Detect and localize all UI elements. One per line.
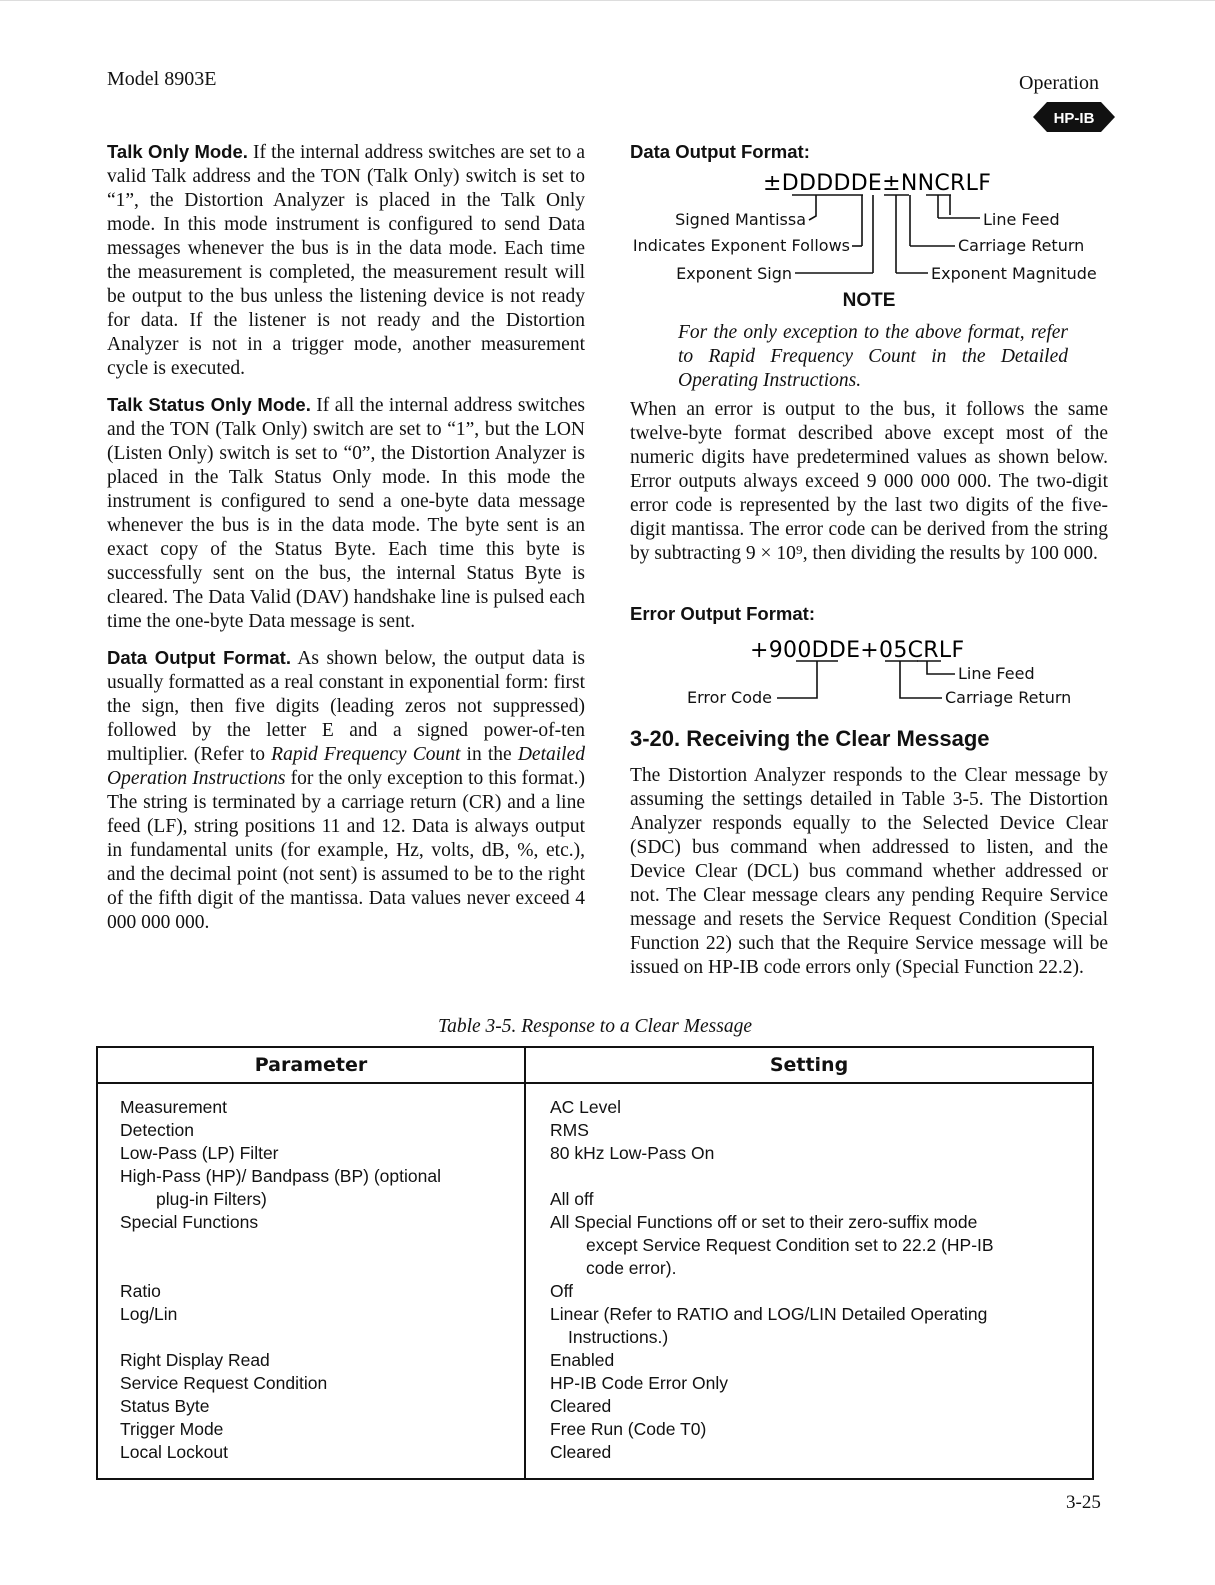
error-format-label: Error Output Format: [630,603,815,624]
data-output-text-b: in the [460,744,518,765]
note-body: For the only exception to the above format, refer to Rapid Frequency Count in the Detailed Operating Instructions. [678,322,1068,391]
data-output-paragraph [107,646,585,935]
table-body-row [97,1083,1093,1479]
table-cell [120,1234,524,1257]
data-output-text-a: As shown below, the output data is usually formatted as a real constant in exponential form: first the sign, then five digits (leading zeros not suppressed) followed by the letter E and a signed power-of-ten multiplier. (Refer to [107,648,585,765]
table-cell: All off [550,1189,594,1209]
table-cell: HP-IB Code Error Only [550,1373,728,1393]
table-caption: Table 3-5. Response to a Clear Message [438,1016,752,1037]
signed-mantissa-label: Signed Mantissa [675,210,806,229]
table-cell [550,1165,1092,1188]
page-number: 3-25 [1066,1492,1101,1513]
data-format-label: Data Output Format: [630,141,810,162]
error-code-label: Error Code [686,688,772,707]
table-cell: 80 kHz Low-Pass On [550,1143,715,1163]
table-cell: Detection [120,1120,194,1140]
table-cell: Measurement [120,1097,227,1117]
table-cell: Linear (Refer to RATIO and LOG/LIN Detailed Operating [550,1304,988,1324]
table-header-row [97,1047,1093,1083]
setting-column [525,1083,1093,1479]
setting-header: Setting [525,1047,1093,1083]
table-cell: High-Pass (HP)/ Bandpass (BP) (optional [120,1166,441,1186]
table-cell: Trigger Mode [120,1419,224,1439]
data-output-italic-a: Rapid Frequency Count [271,744,461,765]
parameter-column [97,1083,525,1479]
carriage-return-label: Carriage Return [958,236,1085,255]
hpib-badge-icon [1033,100,1115,134]
table-cell [120,1257,524,1280]
error-output-paragraph: When an error is output to the bus, it follows the same twelve-byte format described above except most of the numeric digits have predetermined values as shown below. Error outputs always exceed 9 000 000 000. The two-digit error code is represented by the last two digits of the five-digit mantissa. The error code can be derived from the string by subtracting 9 × 10⁹, then dividing the results by 100 000. [630,399,1108,564]
table-cell: Service Request Condition [120,1373,328,1393]
table-cell: code error). [586,1258,677,1278]
table-cell: plug-in Filters) [156,1189,267,1209]
table-cell: All Special Functions off or set to their zero-suffix mode [550,1212,978,1232]
talk-status-only-heading: Talk Status Only Mode. [107,394,311,415]
exponent-follows-label: Indicates Exponent Follows [632,236,850,255]
error-carriage-return-label: Carriage Return [945,688,1072,707]
table-cell: Local Lockout [120,1442,228,1462]
hpib-badge-label: HP-IB [1053,110,1095,127]
table-cell: Cleared [550,1396,612,1416]
table-cell: Instructions.) [568,1327,669,1347]
table-cell: AC Level [550,1097,622,1117]
table-cell: Right Display Read [120,1350,270,1370]
talk-status-only-text: If all the internal address switches and the TON (Talk Only) switch are set to “1”, but the LON (Listen Only) switch is set to “0”, the Distortion Analyzer is placed in the Talk Status Only mode. In this mode the instrument is configured to send a one-byte data message whenever the bus is in the data mode. The byte sent is an exact copy of the Status Byte. Each time this byte is successfully sent on the bus, the internal Status Byte is cleared. The Data Valid (DAV) handshake line is pulsed each time the one-byte Data message is sent. [107,395,585,632]
model-header: Model 8903E [107,68,217,90]
table-cell: Ratio [120,1281,161,1301]
section-header: Operation [1019,72,1099,94]
table-cell: Status Byte [120,1396,210,1416]
table-cell: Special Functions [120,1212,259,1232]
error-line-feed-label: Line Feed [958,664,1035,683]
table-cell: RMS [550,1120,589,1140]
data-output-italic-b: Detailed Operation Instructions [107,744,585,789]
left-column [107,140,585,947]
data-format-diagram [620,160,1115,290]
table-cell: Cleared [550,1442,612,1462]
exponent-sign-label: Exponent Sign [676,264,792,283]
talk-only-paragraph [107,140,585,381]
response-table [96,1046,1094,1480]
line-feed-label: Line Feed [983,210,1060,229]
parameter-header: Parameter [97,1047,525,1083]
talk-only-text: If the internal address switches are set to a valid Talk address and the TON (Talk Only) switch is set to “1”, the Distortion Analyzer is placed in the Talk Only mode. In this mode instrument is configured to send Data messages whenever the bus is in the data mode. Each time the measurement is completed, the measurement result will be output to the bus unless the listening device is not ready for data. If the listener is not ready and the Distortion Analyzer is not in a trigger mode, another measurement cycle is executed. [107,142,586,379]
data-output-heading: Data Output Format. [107,647,291,668]
section-heading: 3-20. Receiving the Clear Message [630,726,990,751]
data-output-text-c: for the only exception to this format.) The string is terminated by a carriage return (CR) and a line feed (LF), string positions 11 and 12. Data is always output in fundamental units (for example, Hz, volts, dB, %, etc.), and the decimal point (not sent) is assumed to be to the right of the fifth digit of the mantissa. Data values never exceed 4 000 000 000. [107,768,585,933]
table-cell: except Service Request Condition set to 22.2 (HP-IB [586,1235,994,1255]
data-format-string: ±DDDDDE±NNCRLF [763,171,992,196]
talk-status-only-paragraph [107,393,585,634]
note-title: NOTE [842,290,896,311]
table-cell: Log/Lin [120,1304,178,1324]
table-cell: Low-Pass (LP) Filter [120,1143,279,1163]
error-format-diagram [620,628,1115,716]
exponent-magnitude-label: Exponent Magnitude [931,264,1097,283]
table-cell: Enabled [550,1350,615,1370]
talk-only-heading: Talk Only Mode. [107,141,248,162]
error-format-string: +900DDE+05CRLF [750,638,965,663]
table-cell [120,1326,524,1349]
clear-message-paragraph: The Distortion Analyzer responds to the Clear message by assuming the settings detailed in Table 3-5. The Distortion Analyzer responds equally to the Selected Device Clear (SDC) bus command when addressed to listen, and the Device Clear (DCL) bus command whether addressed or not. The Clear message clears any pending Require Service message and resets the Service Request Condition (Special Function 22) such that the Require Service message will be issued on HP-IB code errors only (Special Function 22.2). [630,765,1108,978]
top-rule [0,0,1215,1]
table-cell: Free Run (Code T0) [550,1419,707,1439]
table-cell: Off [550,1281,574,1301]
